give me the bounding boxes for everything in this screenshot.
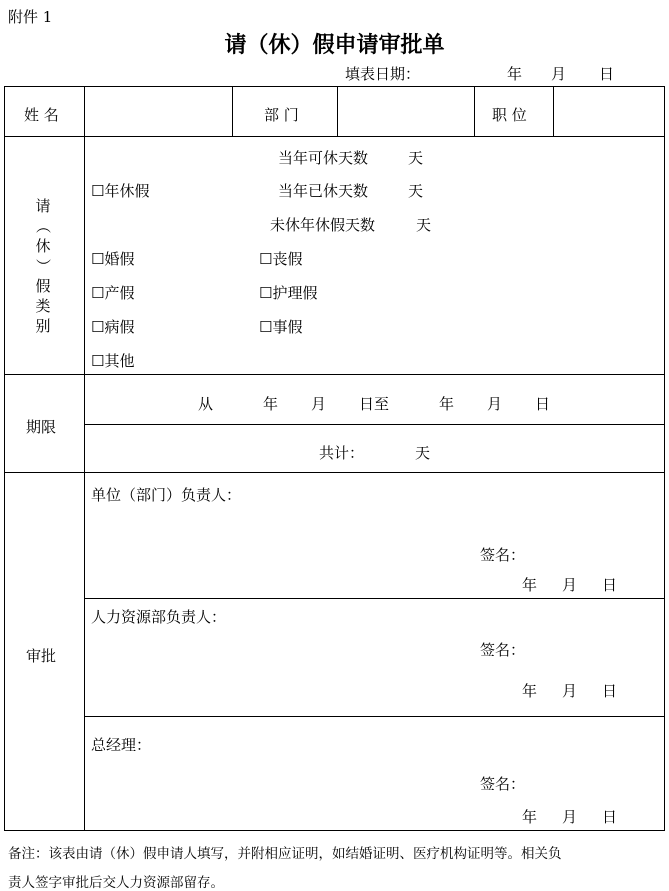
approval-day: 日 bbox=[602, 576, 618, 594]
period-start-day-to: 日至 bbox=[359, 395, 390, 413]
annual-leave-checkbox[interactable]: ☐年休假 bbox=[91, 182, 150, 200]
name-field[interactable] bbox=[85, 87, 231, 135]
column-divider bbox=[474, 86, 475, 136]
annual-used-days-label: 当年已休天数 bbox=[278, 182, 369, 200]
row-divider bbox=[4, 374, 665, 375]
leave-type-char: 假 bbox=[35, 277, 51, 295]
annual-available-days-unit: 天 bbox=[408, 149, 424, 167]
sick-leave-checkbox[interactable]: ☐病假 bbox=[91, 318, 135, 336]
table-border-bottom bbox=[4, 830, 665, 831]
leave-type-char: ） bbox=[34, 258, 52, 274]
bereavement-leave-checkbox[interactable]: ☐丧假 bbox=[259, 250, 303, 268]
annual-used-days-unit: 天 bbox=[408, 182, 424, 200]
annual-available-days-label: 当年可休天数 bbox=[278, 149, 369, 167]
period-end-day: 日 bbox=[535, 395, 551, 413]
period-total-unit: 天 bbox=[415, 444, 431, 462]
row-divider bbox=[84, 424, 665, 425]
other-leave-checkbox[interactable]: ☐其他 bbox=[91, 352, 135, 370]
table-border-left bbox=[4, 86, 5, 831]
fill-date-day: 日 bbox=[599, 65, 615, 83]
fill-date-month: 月 bbox=[551, 65, 567, 83]
marriage-leave-checkbox[interactable]: ☐婚假 bbox=[91, 250, 135, 268]
period-start-year: 年 bbox=[263, 395, 279, 413]
approval-day: 日 bbox=[602, 808, 618, 826]
position-field[interactable] bbox=[554, 87, 663, 135]
attachment-label: 附件 1 bbox=[8, 8, 53, 26]
row-divider bbox=[84, 716, 665, 717]
approval-title: 单位（部门）负责人： bbox=[91, 486, 242, 504]
maternity-leave-checkbox[interactable]: ☐产假 bbox=[91, 284, 135, 302]
leave-type-char: 请 bbox=[35, 197, 51, 215]
period-end-month: 月 bbox=[487, 395, 503, 413]
approval-year: 年 bbox=[522, 808, 538, 826]
approval-month: 月 bbox=[562, 682, 578, 700]
row-divider bbox=[4, 136, 665, 137]
approval-title: 人力资源部负责人： bbox=[91, 608, 227, 626]
department-label: 部 门 bbox=[264, 106, 299, 124]
approval-year: 年 bbox=[522, 682, 538, 700]
leave-type-char: （ bbox=[34, 218, 52, 234]
approval-title: 总经理： bbox=[91, 736, 152, 754]
personal-leave-checkbox[interactable]: ☐事假 bbox=[259, 318, 303, 336]
approval-month: 月 bbox=[562, 808, 578, 826]
column-divider bbox=[232, 86, 233, 136]
signature-label[interactable]: 签名： bbox=[480, 775, 526, 793]
period-start-month: 月 bbox=[311, 395, 327, 413]
row-divider bbox=[84, 598, 665, 599]
fill-date-year: 年 bbox=[507, 65, 523, 83]
annual-remaining-days-unit: 天 bbox=[416, 216, 432, 234]
annual-remaining-days-label: 未休年休假天数 bbox=[270, 216, 376, 234]
period-from: 从 bbox=[198, 395, 214, 413]
name-label: 姓 名 bbox=[24, 106, 59, 124]
note-line-1: 备注：该表由请（休）假申请人填写，并附相应证明，如结婚证明、医疗机构证明等。相关负 bbox=[8, 846, 562, 862]
leave-type-char: 类 bbox=[35, 297, 51, 315]
leave-type-label bbox=[26, 196, 60, 336]
signature-label[interactable]: 签名： bbox=[480, 641, 526, 659]
column-divider bbox=[84, 86, 85, 831]
approval-month: 月 bbox=[562, 576, 578, 594]
table-border-right bbox=[664, 86, 665, 831]
nursing-leave-checkbox[interactable]: ☐护理假 bbox=[259, 284, 318, 302]
position-label: 职 位 bbox=[492, 106, 527, 124]
leave-type-char: 休 bbox=[35, 237, 51, 255]
page-title: 请（休）假申请审批单 bbox=[224, 32, 445, 58]
leave-type-char: 别 bbox=[35, 317, 51, 335]
department-field[interactable] bbox=[338, 87, 473, 135]
period-end-year: 年 bbox=[439, 395, 455, 413]
period-label: 期限 bbox=[26, 418, 57, 436]
fill-date-label: 填表日期： bbox=[345, 65, 421, 83]
row-divider bbox=[4, 472, 665, 473]
approval-label: 审批 bbox=[26, 647, 57, 665]
note-line-2: 责人签字审批后交人力资源部留存。 bbox=[8, 875, 224, 891]
approval-year: 年 bbox=[522, 576, 538, 594]
approval-day: 日 bbox=[602, 682, 618, 700]
signature-label[interactable]: 签名： bbox=[480, 546, 526, 564]
period-total-label: 共计： bbox=[319, 444, 365, 462]
